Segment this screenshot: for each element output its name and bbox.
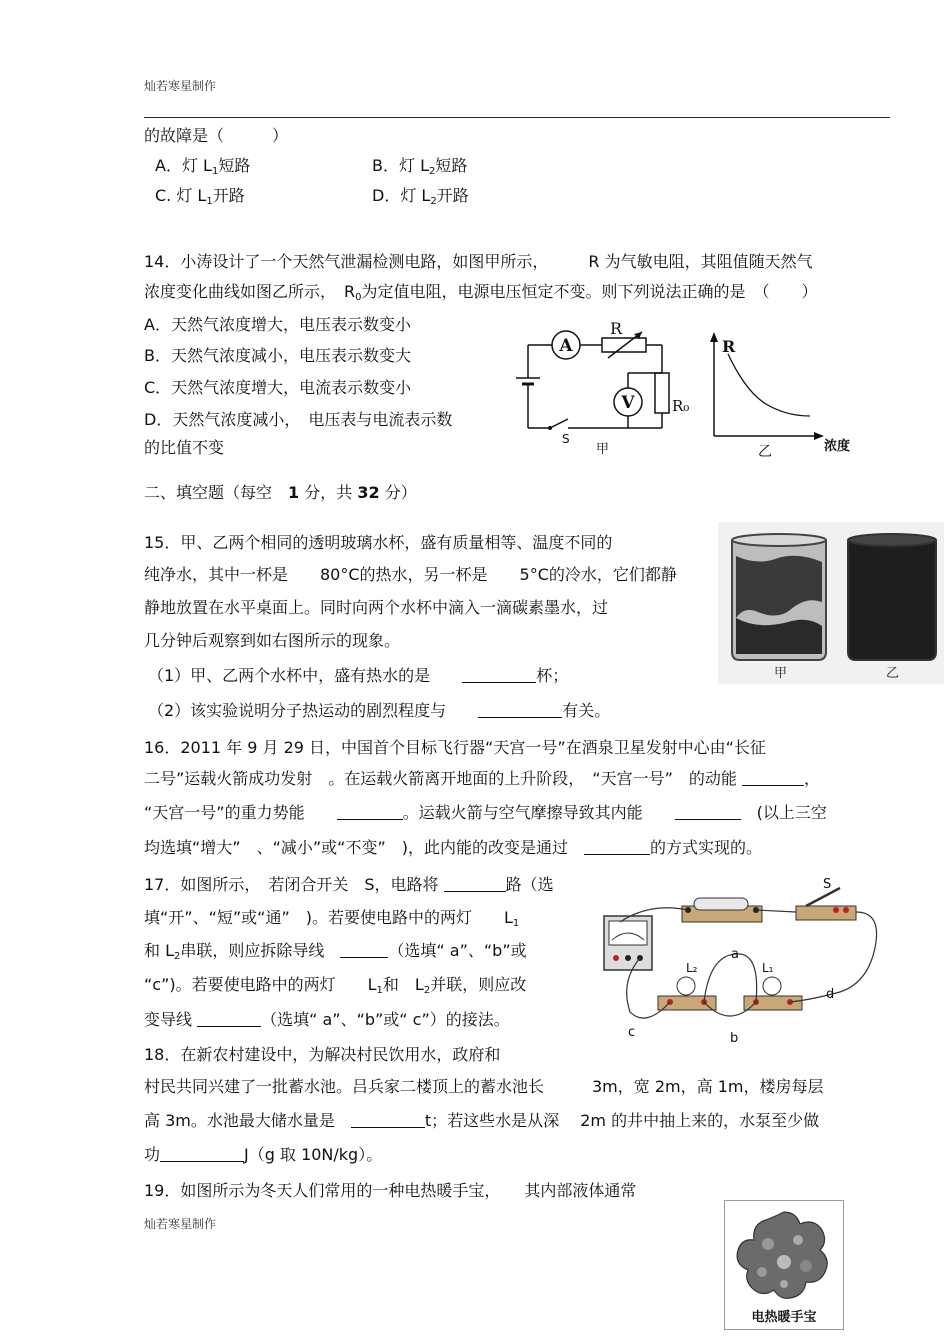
resistance-curve: [728, 354, 810, 416]
lamp-l1-icon: [763, 977, 781, 995]
svg-text:b: b: [730, 1031, 739, 1046]
q13-option-a: A．灯 $L_1$短路: [155, 156, 251, 177]
header-rule: [144, 117, 890, 118]
answer-blank[interactable]: [444, 877, 506, 892]
svg-text:R: R: [610, 319, 623, 338]
q18-line1: 18．在新农村建设中，为解决村民饮用水，政府和: [144, 1045, 501, 1064]
section-two-title: 二、填空题（每空 1 分，共 32 分）: [144, 483, 417, 502]
beaker-yi: [848, 540, 936, 660]
hand-warmer-image: [724, 1200, 844, 1330]
q13-option-c: C. 灯 $L_1$开路: [155, 186, 245, 207]
page-header: 灿若寒星制作: [144, 79, 217, 93]
answer-blank[interactable]: [337, 805, 403, 820]
q18-line3: 高 3m。水池最大储水量是 t；若这些水是从深 2m 的井中抽上来的，水泵至少做: [144, 1111, 820, 1130]
q14-option-b: B．天然气浓度减小，电压表示数变大: [144, 346, 411, 365]
q19-line1: 19．如图所示为冬天人们常用的一种电热暖手宝， 其内部液体通常: [144, 1181, 637, 1200]
lamp-l2-icon: [677, 977, 695, 995]
q13-option-b: B．灯 $L_2$短路: [372, 156, 468, 177]
svg-text:S: S: [823, 877, 832, 892]
answer-blank[interactable]: [197, 1012, 261, 1027]
y-axis-arrow-icon: [710, 332, 718, 342]
answer-blank[interactable]: [351, 1113, 425, 1128]
svg-text:d: d: [826, 987, 835, 1002]
q14-stem-line2: 浓度变化曲线如图乙所示， $R_0$为定值电阻，电源电压恒定不变。则下列说法正确的是 （ ）: [144, 282, 818, 303]
q15-line4: 几分钟后观察到如右图所示的现象。: [144, 631, 401, 650]
q15-line3: 静地放置在水平桌面上。同时向两个水杯中滴入一滴碳素墨水，过: [144, 598, 609, 617]
q17-line4: “c”)。若要使电路中的两灯 $L_1$和 $L_2$并联，则应改: [144, 975, 527, 996]
q15-beakers-image: [718, 522, 944, 684]
q17-line3: 和 $L_2$串联，则应拆除导线 （选填“ a”、“b”或: [144, 941, 527, 962]
q17-line2: 填“开”、“短”或“通” )。若要使电路中的两灯 $L_1$: [144, 908, 520, 929]
q13-tail: 的故障是（ ）: [144, 126, 289, 145]
svg-text:电热暖手宝: 电热暖手宝: [751, 1310, 817, 1325]
q16-line1: 16．2011 年 9 月 29 日，中国首个目标飞行器“天宫一号”在酒泉卫星发射中心由“长征: [144, 738, 766, 757]
q15-line2: 纯净水，其中一杯是 80°C的热水，另一杯是 5°C的冷水，它们都静: [144, 565, 677, 584]
x-axis-arrow-icon: [814, 432, 824, 440]
q15-part2: （2）该实验说明分子热运动的剧烈程度与 有关。: [148, 701, 611, 720]
q17-line5: 变导线 （选填“ a”、“b”或“ c”）的接法。: [144, 1010, 510, 1029]
svg-text:a: a: [731, 947, 739, 962]
svg-text:L₁: L₁: [762, 961, 774, 975]
svg-text:A: A: [559, 336, 573, 356]
q15-line1: 15．甲、乙两个相同的透明玻璃水杯，盛有质量相等、温度不同的: [144, 533, 613, 552]
q16-line4: 均选填“增大” 、“减小”或“不变” )，此内能的改变是通过 的方式实现的。: [144, 838, 762, 857]
q14-curve-figure: [706, 332, 866, 460]
page-footer: 灿若寒星制作: [144, 1217, 217, 1231]
svg-text:浓度: 浓度: [824, 439, 851, 454]
svg-text:S: S: [562, 432, 570, 446]
q15-part1: （1）甲、乙两个水杯中，盛有热水的是 杯；: [148, 666, 569, 685]
svg-text:R: R: [722, 337, 736, 356]
answer-blank[interactable]: [340, 943, 388, 958]
q17-line1: 17．如图所示， 若闭合开关 S，电路将 路（选: [144, 875, 554, 894]
battery-icon: [694, 898, 748, 910]
svg-text:乙: 乙: [886, 666, 900, 681]
svg-text:乙: 乙: [758, 444, 772, 460]
q16-line3: “天宫一号”的重力势能 。运载火箭与空气摩擦导致其内能 (以上三空: [144, 803, 827, 822]
answer-blank[interactable]: [584, 840, 650, 855]
q16-line2: 二号”运载火箭成功发射 。在运载火箭离开地面的上升阶段， “天宫一号” 的动能 ，: [144, 769, 820, 788]
answer-blank[interactable]: [478, 703, 562, 718]
q14-option-a: A．天然气浓度增大，电压表示数变小: [144, 315, 411, 334]
answer-blank[interactable]: [675, 805, 741, 820]
svg-text:R₀: R₀: [672, 397, 690, 415]
answer-blank[interactable]: [742, 771, 804, 786]
q14-circuit-figure: [512, 318, 697, 458]
q14-option-d-line2: 的比值不变: [144, 438, 225, 457]
q18-line4: 功 J（g 取 10N/kg）。: [144, 1145, 383, 1164]
q14-stem-line1: 14．小涛设计了一个天然气泄漏检测电路，如图甲所示， R 为气敏电阻，其阻值随天然气: [144, 252, 813, 271]
q13-option-d: D．灯 $L_2$开路: [372, 186, 469, 207]
answer-blank[interactable]: [462, 668, 536, 683]
answer-blank[interactable]: [160, 1147, 244, 1162]
q17-circuit-figure: [590, 872, 890, 1048]
svg-text:V: V: [621, 393, 635, 413]
q14-option-c: C．天然气浓度增大，电流表示数变小: [144, 378, 412, 397]
svg-text:L₂: L₂: [686, 961, 698, 975]
q18-line2: 村民共同兴建了一批蓄水池。吕兵家二楼顶上的蓄水池长 3m，宽 2m，高 1m，楼房每层: [144, 1077, 824, 1096]
svg-text:甲: 甲: [596, 442, 610, 457]
svg-text:c: c: [628, 1025, 636, 1040]
q14-option-d-line1: D．天然气浓度减小， 电压表与电流表示数: [144, 410, 453, 429]
svg-text:甲: 甲: [774, 666, 788, 681]
